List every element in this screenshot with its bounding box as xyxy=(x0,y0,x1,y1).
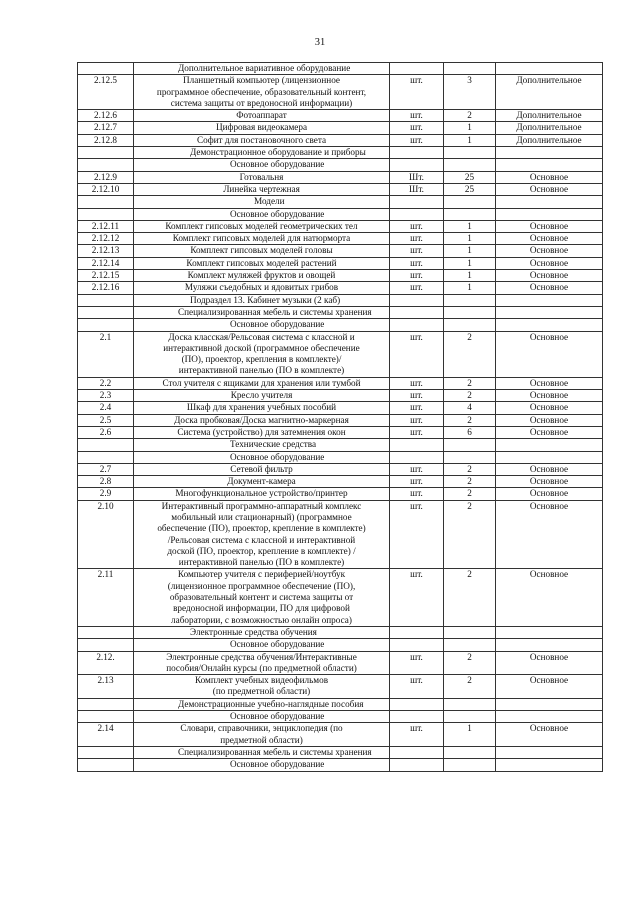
item-number: 2.13 xyxy=(78,675,134,699)
unit-cell xyxy=(390,147,444,159)
item-name-line: образовательный контент и система защиты от xyxy=(169,592,354,603)
type-cell xyxy=(496,306,603,318)
unit-cell xyxy=(390,319,444,331)
item-name-line: Готовальня xyxy=(239,171,284,182)
item-name-line: Цифровая видеокамера xyxy=(215,122,308,133)
section-title: Основное оборудование xyxy=(134,451,390,463)
section-title: Основное оборудование xyxy=(134,208,390,220)
item-name-line: система защиты от вредоносной информации) xyxy=(170,97,353,108)
item-name-line: Муляжи съедобных и ядовитых грибов xyxy=(184,282,339,293)
unit-cell xyxy=(390,698,444,710)
section-title: Электронные средства обучения xyxy=(134,626,390,638)
table-row xyxy=(78,476,603,488)
item-unit: шт. xyxy=(390,134,444,146)
item-type: Основное xyxy=(496,245,603,257)
unit-cell xyxy=(390,159,444,171)
type-cell xyxy=(496,294,603,306)
number-cell xyxy=(78,746,134,758)
item-name-line: /Рельсовая система с классной и интерактивной xyxy=(167,534,356,545)
unit-cell xyxy=(390,196,444,208)
unit-cell xyxy=(390,306,444,318)
item-name xyxy=(134,75,390,110)
item-quantity: 2 xyxy=(444,500,496,569)
item-quantity: 2 xyxy=(444,569,496,626)
item-number: 2.3 xyxy=(78,390,134,402)
item-type: Основное xyxy=(496,183,603,195)
section-row xyxy=(78,711,603,723)
item-unit: шт. xyxy=(390,723,444,747)
section-row xyxy=(78,698,603,710)
item-unit: шт. xyxy=(390,476,444,488)
qty-cell xyxy=(444,319,496,331)
item-name xyxy=(134,500,390,569)
item-type: Основное xyxy=(496,651,603,675)
section-row xyxy=(78,159,603,171)
item-name xyxy=(134,122,390,134)
item-name-line: Сетевой фильтр xyxy=(230,463,293,474)
item-number: 2.12.11 xyxy=(78,220,134,232)
table-row xyxy=(78,122,603,134)
item-quantity: 1 xyxy=(444,122,496,134)
item-number: 2.12.15 xyxy=(78,270,134,282)
number-cell xyxy=(78,451,134,463)
section-row xyxy=(78,759,603,771)
item-unit: шт. xyxy=(390,233,444,245)
number-cell xyxy=(78,626,134,638)
item-unit: шт. xyxy=(390,257,444,269)
item-name-line: Интерактивный программно-аппаратный комплекс xyxy=(161,500,362,511)
table-row xyxy=(78,402,603,414)
item-number: 2.6 xyxy=(78,426,134,438)
item-name-line: (по предметной области) xyxy=(212,686,311,697)
section-row xyxy=(78,746,603,758)
item-type: Основное xyxy=(496,426,603,438)
item-number: 2.12.16 xyxy=(78,282,134,294)
item-name-line: Компьютер учителя с периферией/ноутбук xyxy=(177,569,346,580)
item-type: Основное xyxy=(496,390,603,402)
table-row xyxy=(78,220,603,232)
item-number: 2.12. xyxy=(78,651,134,675)
item-number: 2.12.5 xyxy=(78,75,134,110)
item-name-line: Комплект гипсовых моделей геометрических тел xyxy=(165,220,358,231)
table-row xyxy=(78,377,603,389)
item-quantity: 25 xyxy=(444,183,496,195)
item-quantity: 2 xyxy=(444,390,496,402)
item-quantity: 2 xyxy=(444,675,496,699)
item-name xyxy=(134,377,390,389)
item-name-line: доской (ПО, проектор, крепление в комплекте) / xyxy=(167,545,356,556)
table-row xyxy=(78,569,603,626)
item-number: 2.5 xyxy=(78,414,134,426)
item-name xyxy=(134,282,390,294)
item-quantity: 1 xyxy=(444,134,496,146)
item-quantity: 1 xyxy=(444,282,496,294)
section-row xyxy=(78,626,603,638)
unit-cell xyxy=(390,746,444,758)
item-number: 2.12.14 xyxy=(78,257,134,269)
table-row xyxy=(78,723,603,747)
qty-cell xyxy=(444,711,496,723)
type-cell xyxy=(496,711,603,723)
type-cell xyxy=(496,759,603,771)
section-title: Демонстрационные учебно-наглядные пособия xyxy=(134,698,390,710)
item-type: Основное xyxy=(496,500,603,569)
item-name-line: лаборатории, с возможностью онлайн опроса) xyxy=(171,614,352,625)
item-name-line: предметной области) xyxy=(220,734,303,745)
number-cell xyxy=(78,711,134,723)
section-row xyxy=(78,63,603,75)
section-title: Модели xyxy=(134,196,390,208)
item-unit: шт. xyxy=(390,75,444,110)
item-quantity: 25 xyxy=(444,171,496,183)
item-unit: шт. xyxy=(390,245,444,257)
item-number: 2.12.10 xyxy=(78,183,134,195)
number-cell xyxy=(78,319,134,331)
item-name-line: интерактивной панелью (ПО в комплекте) xyxy=(178,557,345,568)
section-title: Дополнительное вариативное оборудование xyxy=(134,63,390,75)
table-row xyxy=(78,488,603,500)
section-row xyxy=(78,306,603,318)
item-number: 2.11 xyxy=(78,569,134,626)
item-name xyxy=(134,402,390,414)
section-row xyxy=(78,451,603,463)
item-name-line: Система (устройство) для затемнения окон xyxy=(177,426,346,437)
qty-cell xyxy=(444,451,496,463)
item-quantity: 2 xyxy=(444,463,496,475)
qty-cell xyxy=(444,63,496,75)
item-name-line: Планшетный компьютер (лицензионное xyxy=(183,75,340,86)
item-type: Основное xyxy=(496,463,603,475)
equipment-table xyxy=(77,62,603,772)
table-row xyxy=(78,331,603,377)
item-name xyxy=(134,331,390,377)
item-unit: шт. xyxy=(390,463,444,475)
section-title: Основное оборудование xyxy=(134,319,390,331)
item-unit: шт. xyxy=(390,675,444,699)
number-cell xyxy=(78,208,134,220)
item-number: 2.12.13 xyxy=(78,245,134,257)
item-quantity: 2 xyxy=(444,377,496,389)
item-name xyxy=(134,245,390,257)
type-cell xyxy=(496,698,603,710)
item-unit: шт. xyxy=(390,110,444,122)
qty-cell xyxy=(444,294,496,306)
item-name-line: Комплект муляжей фруктов и овощей xyxy=(187,270,336,281)
section-row xyxy=(78,439,603,451)
unit-cell xyxy=(390,63,444,75)
item-type: Основное xyxy=(496,569,603,626)
table-row xyxy=(78,426,603,438)
item-quantity: 2 xyxy=(444,488,496,500)
table-row xyxy=(78,270,603,282)
item-quantity: 1 xyxy=(444,245,496,257)
item-type: Основное xyxy=(496,723,603,747)
item-type: Основное xyxy=(496,282,603,294)
item-type: Дополнительное xyxy=(496,134,603,146)
item-name-line: Комплект учебных видеофильмов xyxy=(194,675,329,686)
unit-cell xyxy=(390,451,444,463)
item-type: Основное xyxy=(496,270,603,282)
item-number: 2.1 xyxy=(78,331,134,377)
item-unit: Шт. xyxy=(390,171,444,183)
section-row xyxy=(78,639,603,651)
item-unit: шт. xyxy=(390,122,444,134)
unit-cell xyxy=(390,711,444,723)
unit-cell xyxy=(390,626,444,638)
table-row xyxy=(78,500,603,569)
item-name-line: (ПО), проектор, крепления в комплекте)/ xyxy=(181,354,342,365)
section-title: Демонстрационное оборудование и приборы xyxy=(134,147,390,159)
item-name-line: Многофункциональное устройство/принтер xyxy=(175,488,348,499)
qty-cell xyxy=(444,698,496,710)
item-unit: шт. xyxy=(390,220,444,232)
item-unit: шт. xyxy=(390,377,444,389)
unit-cell xyxy=(390,639,444,651)
number-cell xyxy=(78,294,134,306)
number-cell xyxy=(78,63,134,75)
item-type: Основное xyxy=(496,488,603,500)
qty-cell xyxy=(444,759,496,771)
unit-cell xyxy=(390,208,444,220)
item-type: Основное xyxy=(496,220,603,232)
item-unit: Шт. xyxy=(390,183,444,195)
section-title: Основное оборудование xyxy=(134,639,390,651)
item-type: Основное xyxy=(496,171,603,183)
table-row xyxy=(78,134,603,146)
item-name-line: Стол учителя с ящиками для хранения или тумбой xyxy=(162,377,361,388)
section-title: Специализированная мебель и системы хранения xyxy=(134,746,390,758)
number-cell xyxy=(78,196,134,208)
item-quantity: 2 xyxy=(444,414,496,426)
item-unit: шт. xyxy=(390,488,444,500)
item-name xyxy=(134,675,390,699)
unit-cell xyxy=(390,759,444,771)
item-quantity: 6 xyxy=(444,426,496,438)
table-row xyxy=(78,245,603,257)
item-type: Основное xyxy=(496,377,603,389)
type-cell xyxy=(496,63,603,75)
section-row xyxy=(78,147,603,159)
item-type: Основное xyxy=(496,476,603,488)
type-cell xyxy=(496,451,603,463)
item-name-line: Кресло учителя xyxy=(230,390,293,401)
item-unit: шт. xyxy=(390,569,444,626)
item-number: 2.8 xyxy=(78,476,134,488)
item-name-line: мобильный или стационарный) (программное xyxy=(171,511,352,522)
item-name xyxy=(134,390,390,402)
item-number: 2.2 xyxy=(78,377,134,389)
number-cell xyxy=(78,439,134,451)
item-number: 2.12.7 xyxy=(78,122,134,134)
section-row xyxy=(78,208,603,220)
item-name xyxy=(134,488,390,500)
number-cell xyxy=(78,639,134,651)
table-row xyxy=(78,390,603,402)
item-quantity: 1 xyxy=(444,270,496,282)
item-type: Дополнительное xyxy=(496,122,603,134)
item-name xyxy=(134,270,390,282)
item-quantity: 2 xyxy=(444,110,496,122)
type-cell xyxy=(496,159,603,171)
item-quantity: 3 xyxy=(444,75,496,110)
section-title: Специализированная мебель и системы хранения xyxy=(134,306,390,318)
table-row xyxy=(78,651,603,675)
item-name-line: интерактивной доской (программное обеспечение xyxy=(163,342,360,353)
item-name-line: Комплект гипсовых моделей для натюрморта xyxy=(172,233,351,244)
item-quantity: 2 xyxy=(444,331,496,377)
unit-cell xyxy=(390,294,444,306)
qty-cell xyxy=(444,208,496,220)
item-name-line: пособия/Онлайн курсы (по предметной области) xyxy=(166,662,357,673)
page-number: 31 xyxy=(314,37,326,48)
type-cell xyxy=(496,639,603,651)
item-type: Основное xyxy=(496,402,603,414)
item-unit: шт. xyxy=(390,270,444,282)
item-name-line: интерактивной панелью (ПО в комплекте) xyxy=(178,365,345,376)
item-name xyxy=(134,651,390,675)
item-name-line: Словари, справочники, энциклопедия (по xyxy=(180,723,343,734)
item-number: 2.7 xyxy=(78,463,134,475)
item-quantity: 1 xyxy=(444,723,496,747)
item-name-line: Доска класская/Рельсовая система с классной и xyxy=(168,331,355,342)
qty-cell xyxy=(444,159,496,171)
table-row xyxy=(78,75,603,110)
section-title: Технические средства xyxy=(134,439,390,451)
item-name xyxy=(134,463,390,475)
table-row xyxy=(78,257,603,269)
number-cell xyxy=(78,698,134,710)
unit-cell xyxy=(390,439,444,451)
item-type: Основное xyxy=(496,257,603,269)
item-name-line: Комплект гипсовых моделей головы xyxy=(190,245,333,256)
qty-cell xyxy=(444,439,496,451)
item-name xyxy=(134,476,390,488)
number-cell xyxy=(78,147,134,159)
item-quantity: 1 xyxy=(444,233,496,245)
table-row xyxy=(78,463,603,475)
item-name-line: обеспечение (ПО), проектор, крепление в комплекте) xyxy=(157,523,366,534)
item-name-line: программное обеспечение, образовательный контент, xyxy=(156,86,367,97)
item-type: Дополнительное xyxy=(496,110,603,122)
item-unit: шт. xyxy=(390,414,444,426)
table-row xyxy=(78,282,603,294)
number-cell xyxy=(78,159,134,171)
type-cell xyxy=(496,147,603,159)
type-cell xyxy=(496,439,603,451)
item-number: 2.12.8 xyxy=(78,134,134,146)
qty-cell xyxy=(444,306,496,318)
item-quantity: 1 xyxy=(444,257,496,269)
qty-cell xyxy=(444,746,496,758)
table-row xyxy=(78,171,603,183)
type-cell xyxy=(496,626,603,638)
section-row xyxy=(78,319,603,331)
item-name-line: Линейка чертежная xyxy=(223,183,300,194)
section-row xyxy=(78,196,603,208)
table-row xyxy=(78,110,603,122)
item-name xyxy=(134,110,390,122)
item-quantity: 2 xyxy=(444,651,496,675)
item-type: Основное xyxy=(496,331,603,377)
item-unit: шт. xyxy=(390,426,444,438)
item-name-line: Фотоаппарат xyxy=(236,110,287,121)
item-unit: шт. xyxy=(390,500,444,569)
item-name-line: вредоносной информации, ПО для цифровой xyxy=(173,603,350,614)
section-title: Основное оборудование xyxy=(134,759,390,771)
item-name-line: Софит для постановочного света xyxy=(196,134,327,145)
item-number: 2.9 xyxy=(78,488,134,500)
item-quantity: 1 xyxy=(444,220,496,232)
item-name xyxy=(134,171,390,183)
item-name-line: Документ-камера xyxy=(227,476,296,487)
item-name-line: Шкаф для хранения учебных пособий xyxy=(186,402,337,413)
section-title: Основное оборудование xyxy=(134,711,390,723)
item-number: 2.12.9 xyxy=(78,171,134,183)
item-name-line: (лицензионное программное обеспечение (ПО), xyxy=(167,580,356,591)
qty-cell xyxy=(444,196,496,208)
table-row xyxy=(78,414,603,426)
item-name xyxy=(134,233,390,245)
item-name xyxy=(134,183,390,195)
type-cell xyxy=(496,319,603,331)
item-type: Дополнительное xyxy=(496,75,603,110)
item-name xyxy=(134,569,390,626)
item-name xyxy=(134,723,390,747)
item-name-line: Комплект гипсовых моделей растений xyxy=(186,257,337,268)
item-quantity: 2 xyxy=(444,476,496,488)
item-number: 2.12.6 xyxy=(78,110,134,122)
item-quantity: 4 xyxy=(444,402,496,414)
item-number: 2.10 xyxy=(78,500,134,569)
item-number: 2.4 xyxy=(78,402,134,414)
item-unit: шт. xyxy=(390,651,444,675)
section-row xyxy=(78,294,603,306)
item-name-line: Электронные средства обучения/Интерактивные xyxy=(166,651,357,662)
item-unit: шт. xyxy=(390,282,444,294)
item-name xyxy=(134,414,390,426)
item-type: Основное xyxy=(496,233,603,245)
item-number: 2.14 xyxy=(78,723,134,747)
section-title: Подраздел 13. Кабинет музыки (2 каб) xyxy=(134,294,390,306)
item-number: 2.12.12 xyxy=(78,233,134,245)
item-name xyxy=(134,134,390,146)
section-title: Основное оборудование xyxy=(134,159,390,171)
table-row xyxy=(78,183,603,195)
equipment-table-body xyxy=(78,63,603,772)
item-type: Основное xyxy=(496,675,603,699)
number-cell xyxy=(78,306,134,318)
item-unit: шт. xyxy=(390,331,444,377)
qty-cell xyxy=(444,626,496,638)
item-name xyxy=(134,426,390,438)
item-unit: шт. xyxy=(390,390,444,402)
type-cell xyxy=(496,208,603,220)
item-type: Основное xyxy=(496,414,603,426)
item-name xyxy=(134,257,390,269)
table-row xyxy=(78,675,603,699)
item-name-line: Доска пробковая/Доска магнитно-маркерная xyxy=(174,414,349,425)
type-cell xyxy=(496,196,603,208)
item-name xyxy=(134,220,390,232)
item-unit: шт. xyxy=(390,402,444,414)
type-cell xyxy=(496,746,603,758)
qty-cell xyxy=(444,147,496,159)
number-cell xyxy=(78,759,134,771)
table-row xyxy=(78,233,603,245)
qty-cell xyxy=(444,639,496,651)
